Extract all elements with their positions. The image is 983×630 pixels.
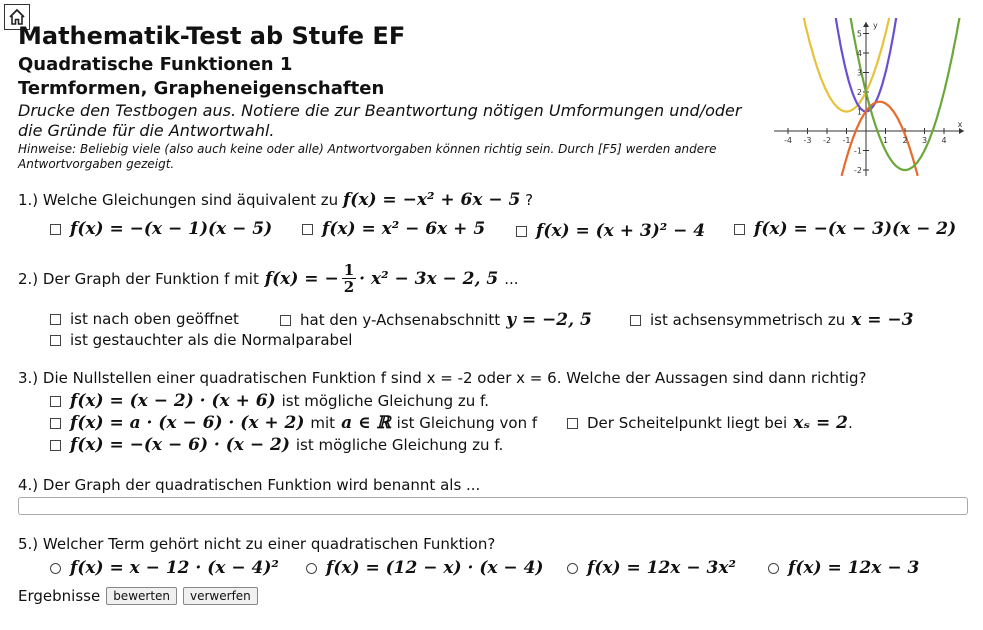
results-bar bbox=[18, 587, 258, 605]
question-2-function-start: f(x) = − bbox=[264, 268, 339, 289]
checkbox[interactable] bbox=[50, 440, 61, 451]
page-subtitle: Quadratische Funktionen 1 bbox=[18, 54, 293, 75]
checkbox[interactable] bbox=[50, 335, 61, 346]
hint-text: Hinweise: Beliebig viele (also auch keine oder alle) Antwortvorgaben können richtig sein. Durch [F5] werden andere Antwortvorgaben gezeigt. bbox=[18, 142, 717, 171]
question-2-suffix: ... bbox=[504, 269, 519, 288]
q2-option-3[interactable]: ist achsensymmetrisch zu x = −3 bbox=[630, 310, 914, 330]
x-tick-label: 3 bbox=[921, 136, 928, 145]
q2-option-1[interactable]: ist nach oben geöffnet bbox=[50, 310, 239, 328]
question-1 bbox=[18, 190, 533, 210]
y-tick-label: 3 bbox=[856, 68, 862, 78]
question-2 bbox=[18, 262, 519, 295]
y-tick-label: 5 bbox=[856, 29, 862, 39]
parabola-graph bbox=[770, 18, 970, 180]
q5-option-3[interactable]: f(x) = 12x − 3x² bbox=[567, 558, 736, 578]
q5-option-1[interactable]: f(x) = x − 12 · (x − 4)² bbox=[50, 558, 279, 578]
y-tick-label: 2 bbox=[856, 88, 862, 97]
q3-option-1[interactable]: f(x) = (x − 2) · (x + 6) ist mögliche Gleichung zu f. bbox=[50, 391, 489, 411]
checkbox[interactable] bbox=[280, 315, 291, 326]
x-axis-label: x bbox=[957, 120, 963, 129]
question-1-suffix: ? bbox=[525, 191, 534, 209]
page-title: Mathematik-Test ab Stufe EF bbox=[18, 22, 406, 50]
discard-button[interactable]: verwerfen bbox=[183, 587, 258, 605]
question-3-prompt: 3.) Die Nullstellen einer quadratischen Funktion f sind x = -2 oder x = 6. Welche der Aussagen sind dann richtig? bbox=[18, 369, 867, 387]
question-2-prompt: 2.) Der Graph der Funktion f mit bbox=[18, 269, 259, 288]
x-tick-label: -1 bbox=[842, 136, 851, 145]
q1-option-1[interactable]: f(x) = −(x − 1)(x − 5) bbox=[50, 219, 272, 239]
x-tick-label: 4 bbox=[941, 136, 947, 145]
x-tick-label: 1 bbox=[882, 136, 889, 145]
x-tick-label: -4 bbox=[784, 136, 792, 145]
question-2-function-end: · x² − 3x − 2, 5 bbox=[359, 268, 499, 289]
checkbox[interactable] bbox=[50, 418, 61, 429]
checkbox[interactable] bbox=[567, 418, 578, 429]
checkbox[interactable] bbox=[50, 314, 61, 325]
evaluate-button[interactable]: bewerten bbox=[106, 587, 177, 605]
y-tick-label: 4 bbox=[856, 49, 862, 58]
checkbox[interactable] bbox=[50, 396, 61, 407]
question-5-prompt: 5.) Welcher Term gehört nicht zu einer quadratischen Funktion? bbox=[18, 535, 496, 553]
y-axis-label: y bbox=[873, 21, 878, 30]
radio-button[interactable] bbox=[567, 563, 578, 574]
question-4-prompt: 4.) Der Graph der quadratischen Funktion wird benannt als ... bbox=[18, 476, 481, 494]
radio-button[interactable] bbox=[50, 563, 61, 574]
checkbox[interactable] bbox=[302, 224, 313, 235]
y-tick-label: -1 bbox=[854, 146, 862, 156]
y-axis-arrow bbox=[863, 22, 869, 27]
q3-option-2[interactable]: f(x) = a · (x − 6) · (x + 2) mit a ∈ ℝ ist Gleichung von f bbox=[50, 413, 537, 433]
results-label: Ergebnisse bbox=[18, 587, 101, 605]
radio-button[interactable] bbox=[306, 563, 317, 574]
y-tick-label: 1 bbox=[856, 107, 862, 117]
checkbox[interactable] bbox=[630, 315, 641, 326]
q1-option-3[interactable]: f(x) = (x + 3)² − 4 bbox=[516, 221, 705, 241]
q1-option-2[interactable]: f(x) = x² − 6x + 5 bbox=[302, 219, 485, 239]
y-tick-label: -2 bbox=[854, 166, 862, 175]
q2-option-4[interactable]: ist gestauchter als die Normalparabel bbox=[50, 331, 352, 349]
question-4-answer-input[interactable] bbox=[18, 497, 968, 515]
parabola-curve bbox=[850, 18, 959, 170]
question-1-prompt: 1.) Welche Gleichungen sind äquivalent zu bbox=[18, 191, 339, 209]
instruction-text: Drucke den Testbogen aus. Notiere die zur Beantwortung nötigen Umformungen und/oder die Gründe für die Antwortwahl. bbox=[18, 101, 742, 140]
x-tick-label: 2 bbox=[902, 136, 908, 145]
checkbox[interactable] bbox=[50, 224, 61, 235]
radio-button[interactable] bbox=[768, 563, 779, 574]
q5-option-2[interactable]: f(x) = (12 − x) · (x − 4) bbox=[306, 558, 543, 578]
q3-option-3[interactable]: Der Scheitelpunkt liegt bei xₛ = 2 . bbox=[567, 413, 853, 433]
q5-option-4[interactable]: f(x) = 12x − 3 bbox=[768, 558, 919, 578]
checkbox[interactable] bbox=[734, 224, 745, 235]
question-2-fraction: $\frac{1}{2}$ bbox=[343, 261, 355, 296]
x-tick-label: -3 bbox=[803, 136, 812, 145]
x-tick-label: -2 bbox=[823, 136, 831, 145]
q3-option-4[interactable]: f(x) = −(x − 6) · (x − 2) ist mögliche Gleichung zu f. bbox=[50, 435, 503, 455]
q2-option-2[interactable]: hat den y-Achsenabschnitt y = −2, 5 bbox=[280, 310, 592, 330]
question-1-function: f(x) = −x² + 6x − 5 bbox=[342, 190, 521, 210]
checkbox[interactable] bbox=[516, 226, 527, 237]
page-topic: Termformen, Grapheneigenschaften bbox=[18, 78, 385, 99]
q1-option-4[interactable]: f(x) = −(x − 3)(x − 2) bbox=[734, 219, 956, 239]
